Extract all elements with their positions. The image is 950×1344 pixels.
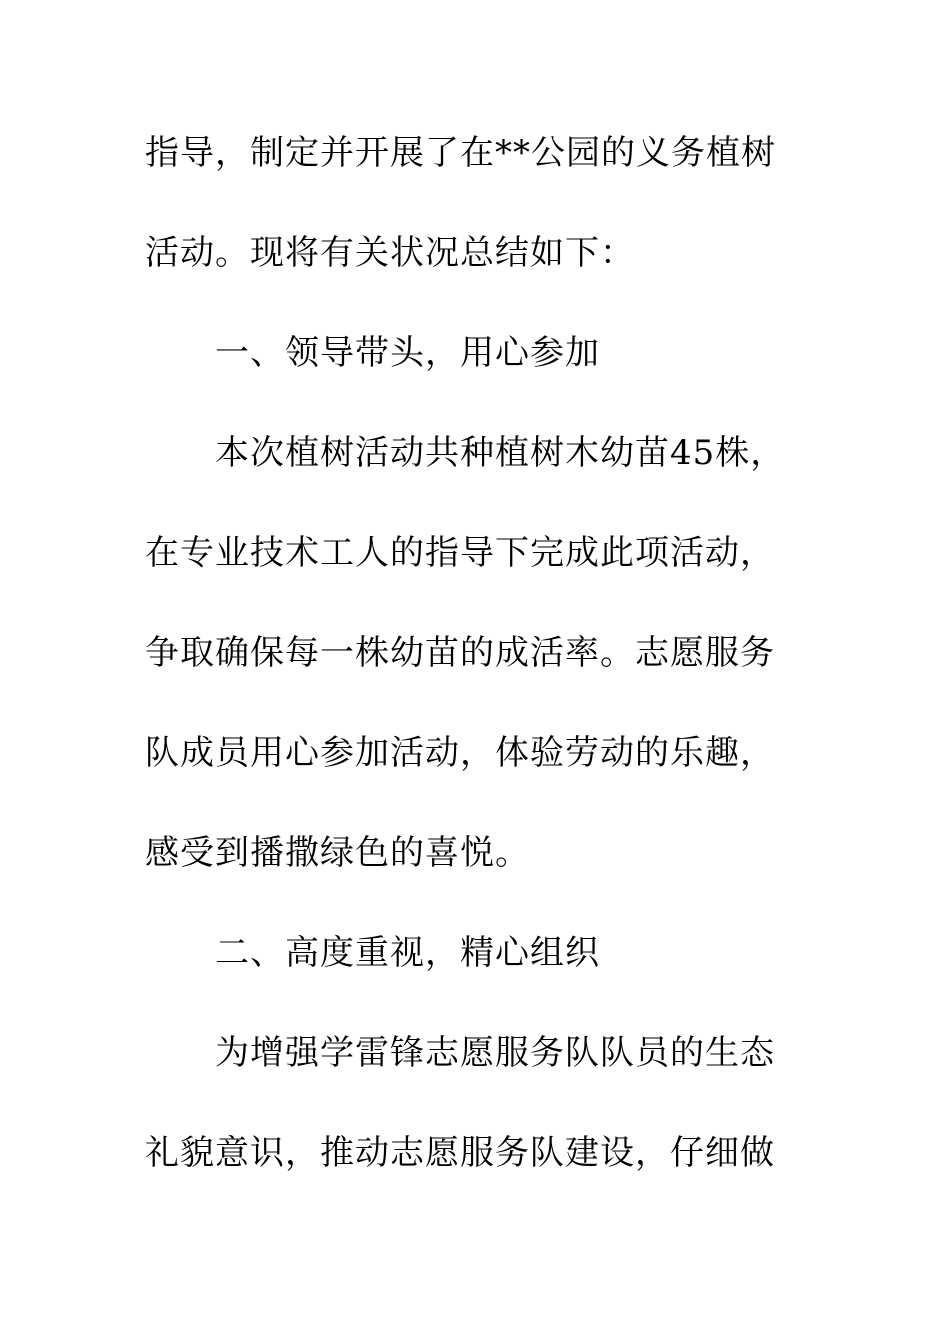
body-text-line: 在专业技术工人的指导下完成此项活动， bbox=[145, 533, 775, 573]
body-text-line: 队成员用心参加活动，体验劳动的乐趣， bbox=[145, 733, 775, 773]
paragraph-first-line: 为增强学雷锋志愿服务队队员的生态 bbox=[215, 1033, 775, 1073]
body-text-line: 争取确保每一株幼苗的成活率。志愿服务 bbox=[145, 633, 775, 673]
section-heading: 一、领导带头，用心参加 bbox=[215, 333, 600, 373]
body-text-line: 活动。现将有关状况总结如下： bbox=[145, 233, 635, 273]
body-text-line: 指导，制定并开展了在**公园的义务植树 bbox=[145, 133, 776, 173]
body-text-line: 礼貌意识，推动志愿服务队建设，仔细做 bbox=[145, 1133, 775, 1173]
section-heading: 二、高度重视，精心组织 bbox=[215, 933, 600, 973]
body-text-line: 感受到播撒绿色的喜悦。 bbox=[145, 833, 530, 873]
paragraph-first-line: 本次植树活动共种植树木幼苗45株， bbox=[215, 433, 786, 473]
